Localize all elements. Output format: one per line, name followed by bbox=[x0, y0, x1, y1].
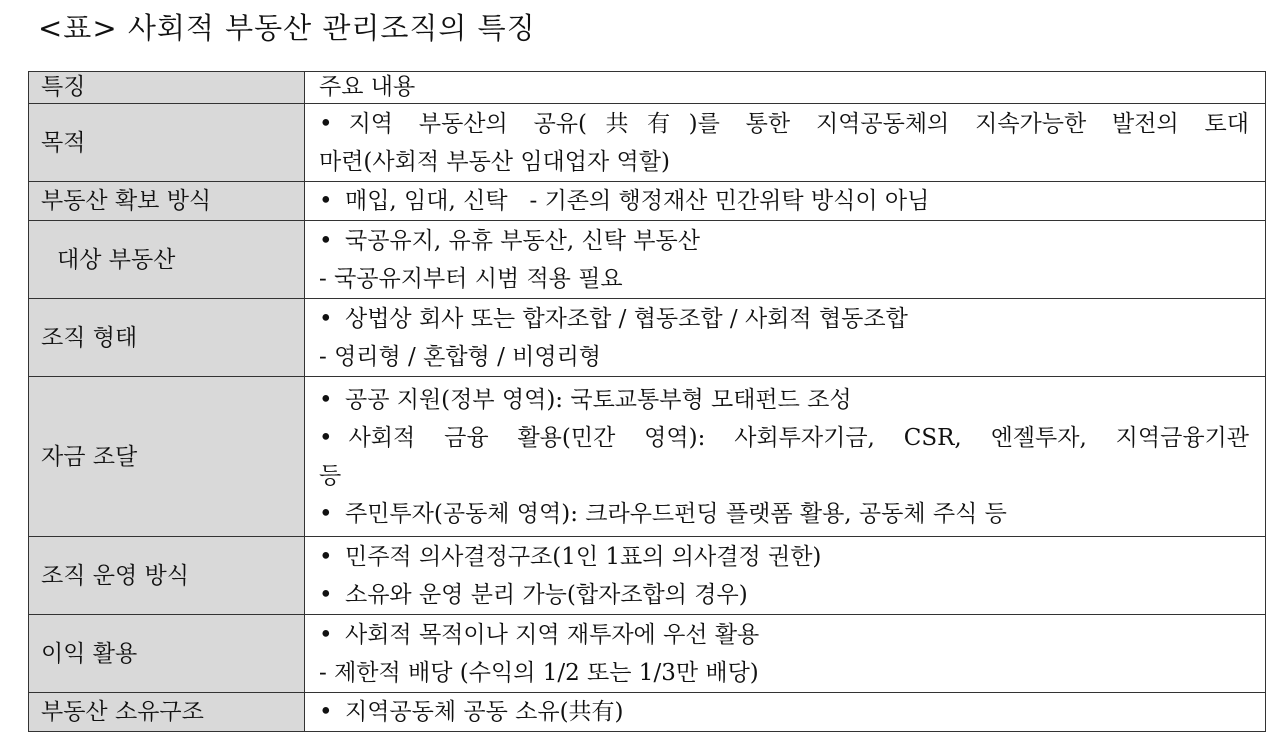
table-row bbox=[29, 537, 1266, 615]
table-row bbox=[29, 377, 1266, 537]
header-feature: 특징 bbox=[29, 72, 305, 104]
bullet: • bbox=[319, 305, 333, 332]
row-value-purpose bbox=[305, 104, 1266, 182]
content-text: 사회적 목적이나 지역 재투자에 우선 활용 bbox=[345, 621, 760, 648]
header-content: 주요 내용 bbox=[305, 72, 1266, 104]
content-line bbox=[319, 654, 1249, 692]
row-key-profit: 이익 활용 bbox=[29, 615, 305, 693]
row-value-organization bbox=[305, 299, 1266, 377]
content-line bbox=[319, 616, 1249, 654]
content-text: 지역공동체 공동 소유(共有) bbox=[345, 699, 624, 725]
content-text: 등 bbox=[319, 462, 342, 489]
bullet: • bbox=[319, 621, 333, 648]
bullet: • bbox=[319, 581, 333, 608]
table-row bbox=[29, 104, 1266, 182]
row-value-operation bbox=[305, 537, 1266, 615]
bullet: • bbox=[319, 699, 333, 725]
table-title: <표> 사회적 부동산 관리조직의 특징 bbox=[38, 11, 536, 45]
content-text: - 제한적 배당 (수익의 1/2 또는 1/3만 배당) bbox=[319, 659, 759, 686]
content-text: 소유와 운영 분리 가능(합자조합의 경우) bbox=[345, 581, 748, 608]
table-row bbox=[29, 299, 1266, 377]
content-text: 국공유지, 유휴 부동산, 신탁 부동산 bbox=[345, 227, 700, 254]
row-value-funding bbox=[305, 377, 1266, 537]
content-text: 주민투자(공동체 영역): 크라우드펀딩 플랫폼 활용, 공동체 주식 등 bbox=[345, 500, 1007, 527]
bullet: • bbox=[319, 543, 333, 570]
content-text: 민주적 의사결정구조(1인 1표의 의사결정 권한) bbox=[345, 543, 822, 570]
row-key-organization: 조직 형태 bbox=[29, 299, 305, 377]
content-line bbox=[319, 576, 1249, 614]
row-value-profit bbox=[305, 615, 1266, 693]
content-text: 매입, 임대, 신탁 - 기존의 행정재산 민간위탁 방식이 아님 bbox=[345, 188, 930, 214]
content-text: 공공 지원(정부 영역): 국토교통부형 모태펀드 조성 bbox=[345, 386, 852, 413]
content-line bbox=[319, 495, 1249, 533]
bullet: • bbox=[319, 188, 333, 214]
content-line bbox=[319, 457, 1249, 495]
content-line bbox=[319, 696, 1249, 728]
content-text: - 영리형 / 혼합형 / 비영리형 bbox=[319, 343, 602, 370]
content-text: 사회적 금융 활용(민간 영역): 사회투자기금, CSR, 엔젤투자, 지역금융기관 bbox=[348, 424, 1249, 451]
content-line bbox=[319, 538, 1249, 576]
content-line bbox=[319, 419, 1249, 457]
table-row bbox=[29, 615, 1266, 693]
content-line bbox=[319, 300, 1249, 338]
row-key-operation: 조직 운영 방식 bbox=[29, 537, 305, 615]
row-value-acquisition bbox=[305, 182, 1266, 221]
features-table bbox=[28, 71, 1266, 732]
content-text: 상법상 회사 또는 합자조합 / 협동조합 / 사회적 협동조합 bbox=[345, 305, 908, 332]
content-text: - 국공유지부터 시범 적용 필요 bbox=[319, 265, 623, 292]
content-line bbox=[319, 143, 1249, 181]
content-line bbox=[319, 105, 1249, 143]
content-line bbox=[319, 260, 1249, 298]
content-line bbox=[319, 185, 1249, 217]
table-row bbox=[29, 693, 1266, 732]
row-key-ownership: 부동산 소유구조 bbox=[29, 693, 305, 732]
content-text: 지역 부동산의 공유(共有)를 통한 지역공동체의 지속가능한 발전의 토대 bbox=[348, 110, 1249, 137]
table-row bbox=[29, 182, 1266, 221]
row-key-purpose: 목적 bbox=[29, 104, 305, 182]
row-key-acquisition: 부동산 확보 방식 bbox=[29, 182, 305, 221]
row-key-funding: 자금 조달 bbox=[29, 377, 305, 537]
content-line bbox=[319, 338, 1249, 376]
content-line bbox=[319, 381, 1249, 419]
content-line bbox=[319, 222, 1249, 260]
row-value-ownership bbox=[305, 693, 1266, 732]
table-row bbox=[29, 221, 1266, 299]
bullet: • bbox=[319, 386, 333, 413]
row-value-target bbox=[305, 221, 1266, 299]
bullet: • bbox=[319, 110, 333, 137]
row-key-target: 대상 부동산 bbox=[29, 221, 305, 299]
bullet: • bbox=[319, 500, 333, 527]
content-text: 마련(사회적 부동산 임대업자 역할) bbox=[319, 148, 670, 175]
bullet: • bbox=[319, 424, 333, 451]
bullet: • bbox=[319, 227, 333, 254]
table-header-row bbox=[29, 72, 1266, 104]
